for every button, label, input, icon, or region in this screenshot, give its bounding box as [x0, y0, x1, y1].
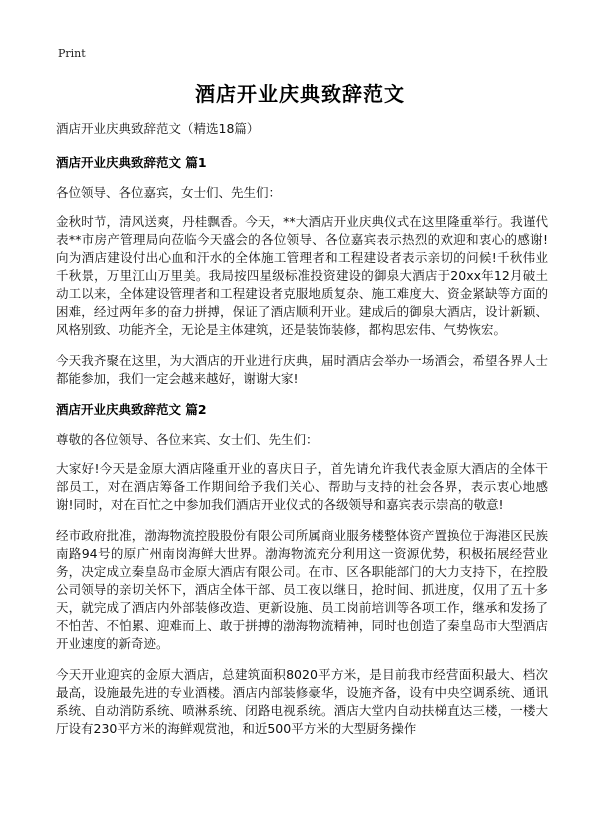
section-1-greeting: 各位领导、各位嘉宾，女士们、先生们： — [56, 185, 282, 200]
document-body — [56, 120, 548, 751]
print-link[interactable]: Print — [58, 47, 86, 60]
document-subtitle: 酒店开业庆典致辞范文（精选18篇） — [56, 121, 260, 136]
section-2-paragraph: 经市政府批准，渤海物流控股股份有限公司所属商业服务楼整体资产置换位于海港区民族南路94号的原广州南岗海鲜大世界。渤海物流充分利用这一资源优势，积极拓展经营业务，决定成立秦皇岛市金原大酒店有限公司。在市、区各职能部门的大力支持下，在控股公司领导的亲切关怀下，酒店全体干部、员工夜以继日，抢时间、抓进度，仅用了五十多天，就完成了酒店内外部装修改造、更新设施、员工岗前培训等各项工作，继承和发扬了不怕苦、不怕累、迎难而上、敢于拼搏的渤海物流精神，同时也创造了秦皇岛市大型酒店开业速度的新奇迹。 — [56, 528, 548, 651]
section-heading-2: 酒店开业庆典致辞范文 篇2 — [56, 402, 207, 417]
page-title: 酒店开业庆典致辞范文 — [195, 82, 405, 106]
section-heading-1: 酒店开业庆典致辞范文 篇1 — [56, 155, 207, 170]
section-2-paragraph: 大家好!今天是金原大酒店隆重开业的喜庆日子，首先请允许我代表金原大酒店的全体干部员工，对在酒店筹备工作期间给予我们关心、帮助与支持的社会各界，表示衷心地感谢!同时，对在百忙之中参加我们酒店开业仪式的各级领导和嘉宾表示崇高的敬意! — [56, 461, 548, 512]
section-2-greeting: 尊敬的各位领导、各位来宾、女士们、先生们： — [56, 432, 319, 447]
section-1-paragraph: 金秋时节，清风送爽，丹桂飘香。今天，**大酒店开业庆典仪式在这里隆重举行。我谨代表**市房产管理局向莅临今天盛会的各位领导、各位嘉宾表示热烈的欢迎和衷心的感谢!向为酒店建设付出心血和汗水的全体施工管理者和工程建设者表示亲切的问候!千秋伟业千秋景，万里江山万里美。我局按四星级标准投资建设的御泉大酒店于20xx年12月破土动工以来，全体建设管理者和工程建设者克服地质复杂、施工难度大、资金紧缺等方面的困难，经过两年多的奋力拼搏，保证了酒店顺利开业。建成后的御泉大酒店，设计新颖、风格别致、功能齐全，无论是主体建筑，还是装饰装修，都构思宏伟、气势恢宏。 — [56, 214, 548, 337]
section-1-paragraph: 今天我齐聚在这里，为大酒店的开业进行庆典，届时酒店会举办一场酒会，希望各界人士都能参加，我们一定会越来越好，谢谢大家! — [56, 353, 548, 386]
section-2-paragraph: 今天开业迎宾的金原大酒店，总建筑面积8020平方米，是目前我市经营面积最大、档次最高，设施最先进的专业酒楼。酒店内部装修豪华，设施齐备，设有中央空调系统、通讯系统、自动消防系统、喷淋系统、闭路电视系统。酒店大堂内自动扶梯直达三楼，一楼大厅设有230平方米的海鲜观赏池，和近500平方米的大型厨务操作 — [56, 667, 548, 736]
